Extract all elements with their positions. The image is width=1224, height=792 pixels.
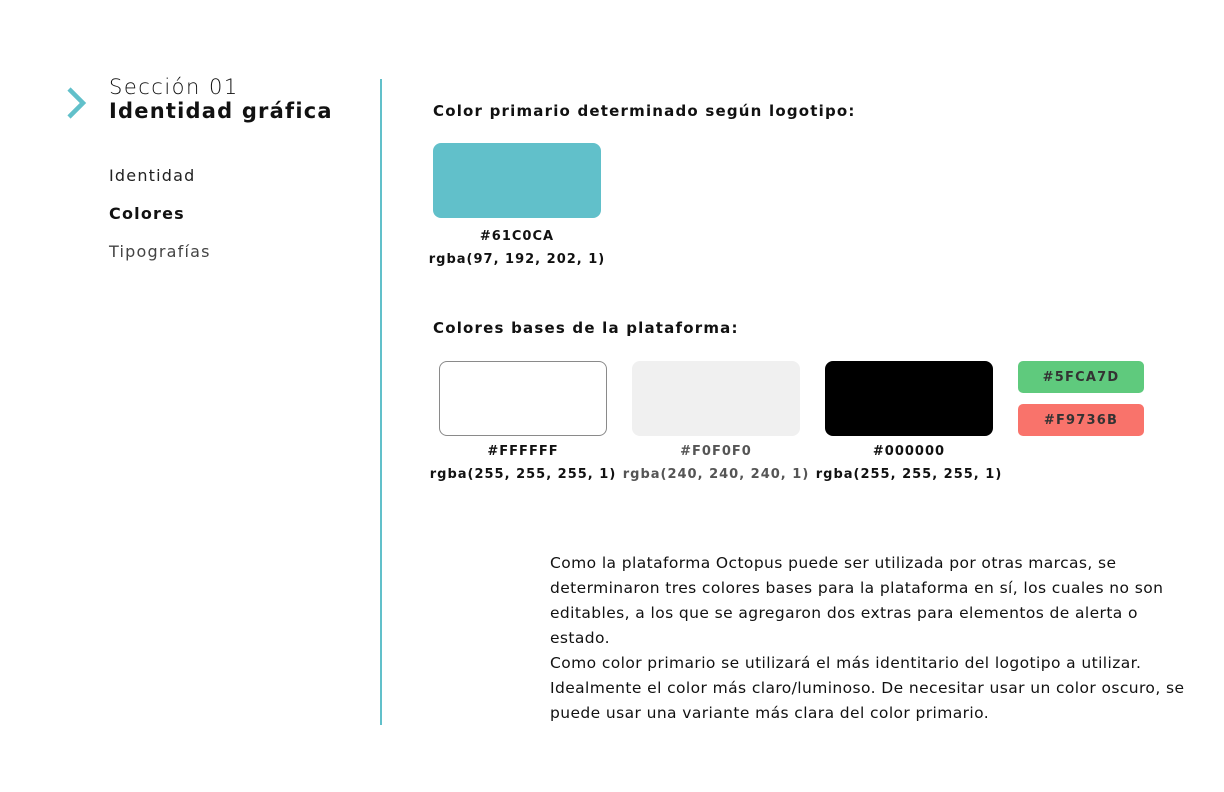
primary-color-rgba: rgba(97, 192, 202, 1)	[428, 252, 606, 267]
light-grey-hex: #F0F0F0	[680, 444, 752, 459]
description-paragraph-2: Como color primario se utilizará el más identitario del logotipo a utilizar. Idealmente el color más claro/luminoso. De necesitar usar un color oscuro, se puede usar una variante más clara del color primario.	[550, 654, 1185, 722]
section-divider	[380, 79, 382, 725]
black-swatch	[825, 361, 993, 436]
chevron-right-icon	[64, 86, 88, 120]
primary-color-hex: #61C0CA	[479, 229, 555, 244]
black-rgba: rgba(255, 255, 255, 1)	[815, 467, 1003, 482]
section-number: Sección 01	[109, 75, 239, 99]
light-grey-swatch	[632, 361, 800, 436]
base-colors-heading: Colores bases de la plataforma:	[433, 319, 739, 337]
white-swatch	[439, 361, 607, 436]
nav-item-colores[interactable]: Colores	[109, 204, 185, 223]
light-grey-rgba: rgba(240, 240, 240, 1)	[622, 467, 810, 482]
primary-color-swatch	[433, 143, 601, 218]
nav-item-identidad[interactable]: Identidad	[109, 166, 196, 185]
white-hex: #FFFFFF	[487, 444, 559, 459]
alert-color-pill: #F9736B	[1018, 404, 1144, 436]
section-title: Identidad gráfica	[109, 99, 333, 123]
primary-color-heading: Color primario determinado según logotipo:	[433, 102, 856, 120]
black-hex: #000000	[872, 444, 946, 459]
nav-item-tipografias[interactable]: Tipografías	[109, 242, 211, 261]
white-rgba: rgba(255, 255, 255, 1)	[429, 467, 617, 482]
description-paragraph-1: Como la plataforma Octopus puede ser utilizada por otras marcas, se determinaron tres colores bases para la plataforma en sí, los cuales no son editables, a los que se agregaron dos extras para elementos de alerta o estado.	[550, 554, 1164, 647]
success-color-pill: #5FCA7D	[1018, 361, 1144, 393]
